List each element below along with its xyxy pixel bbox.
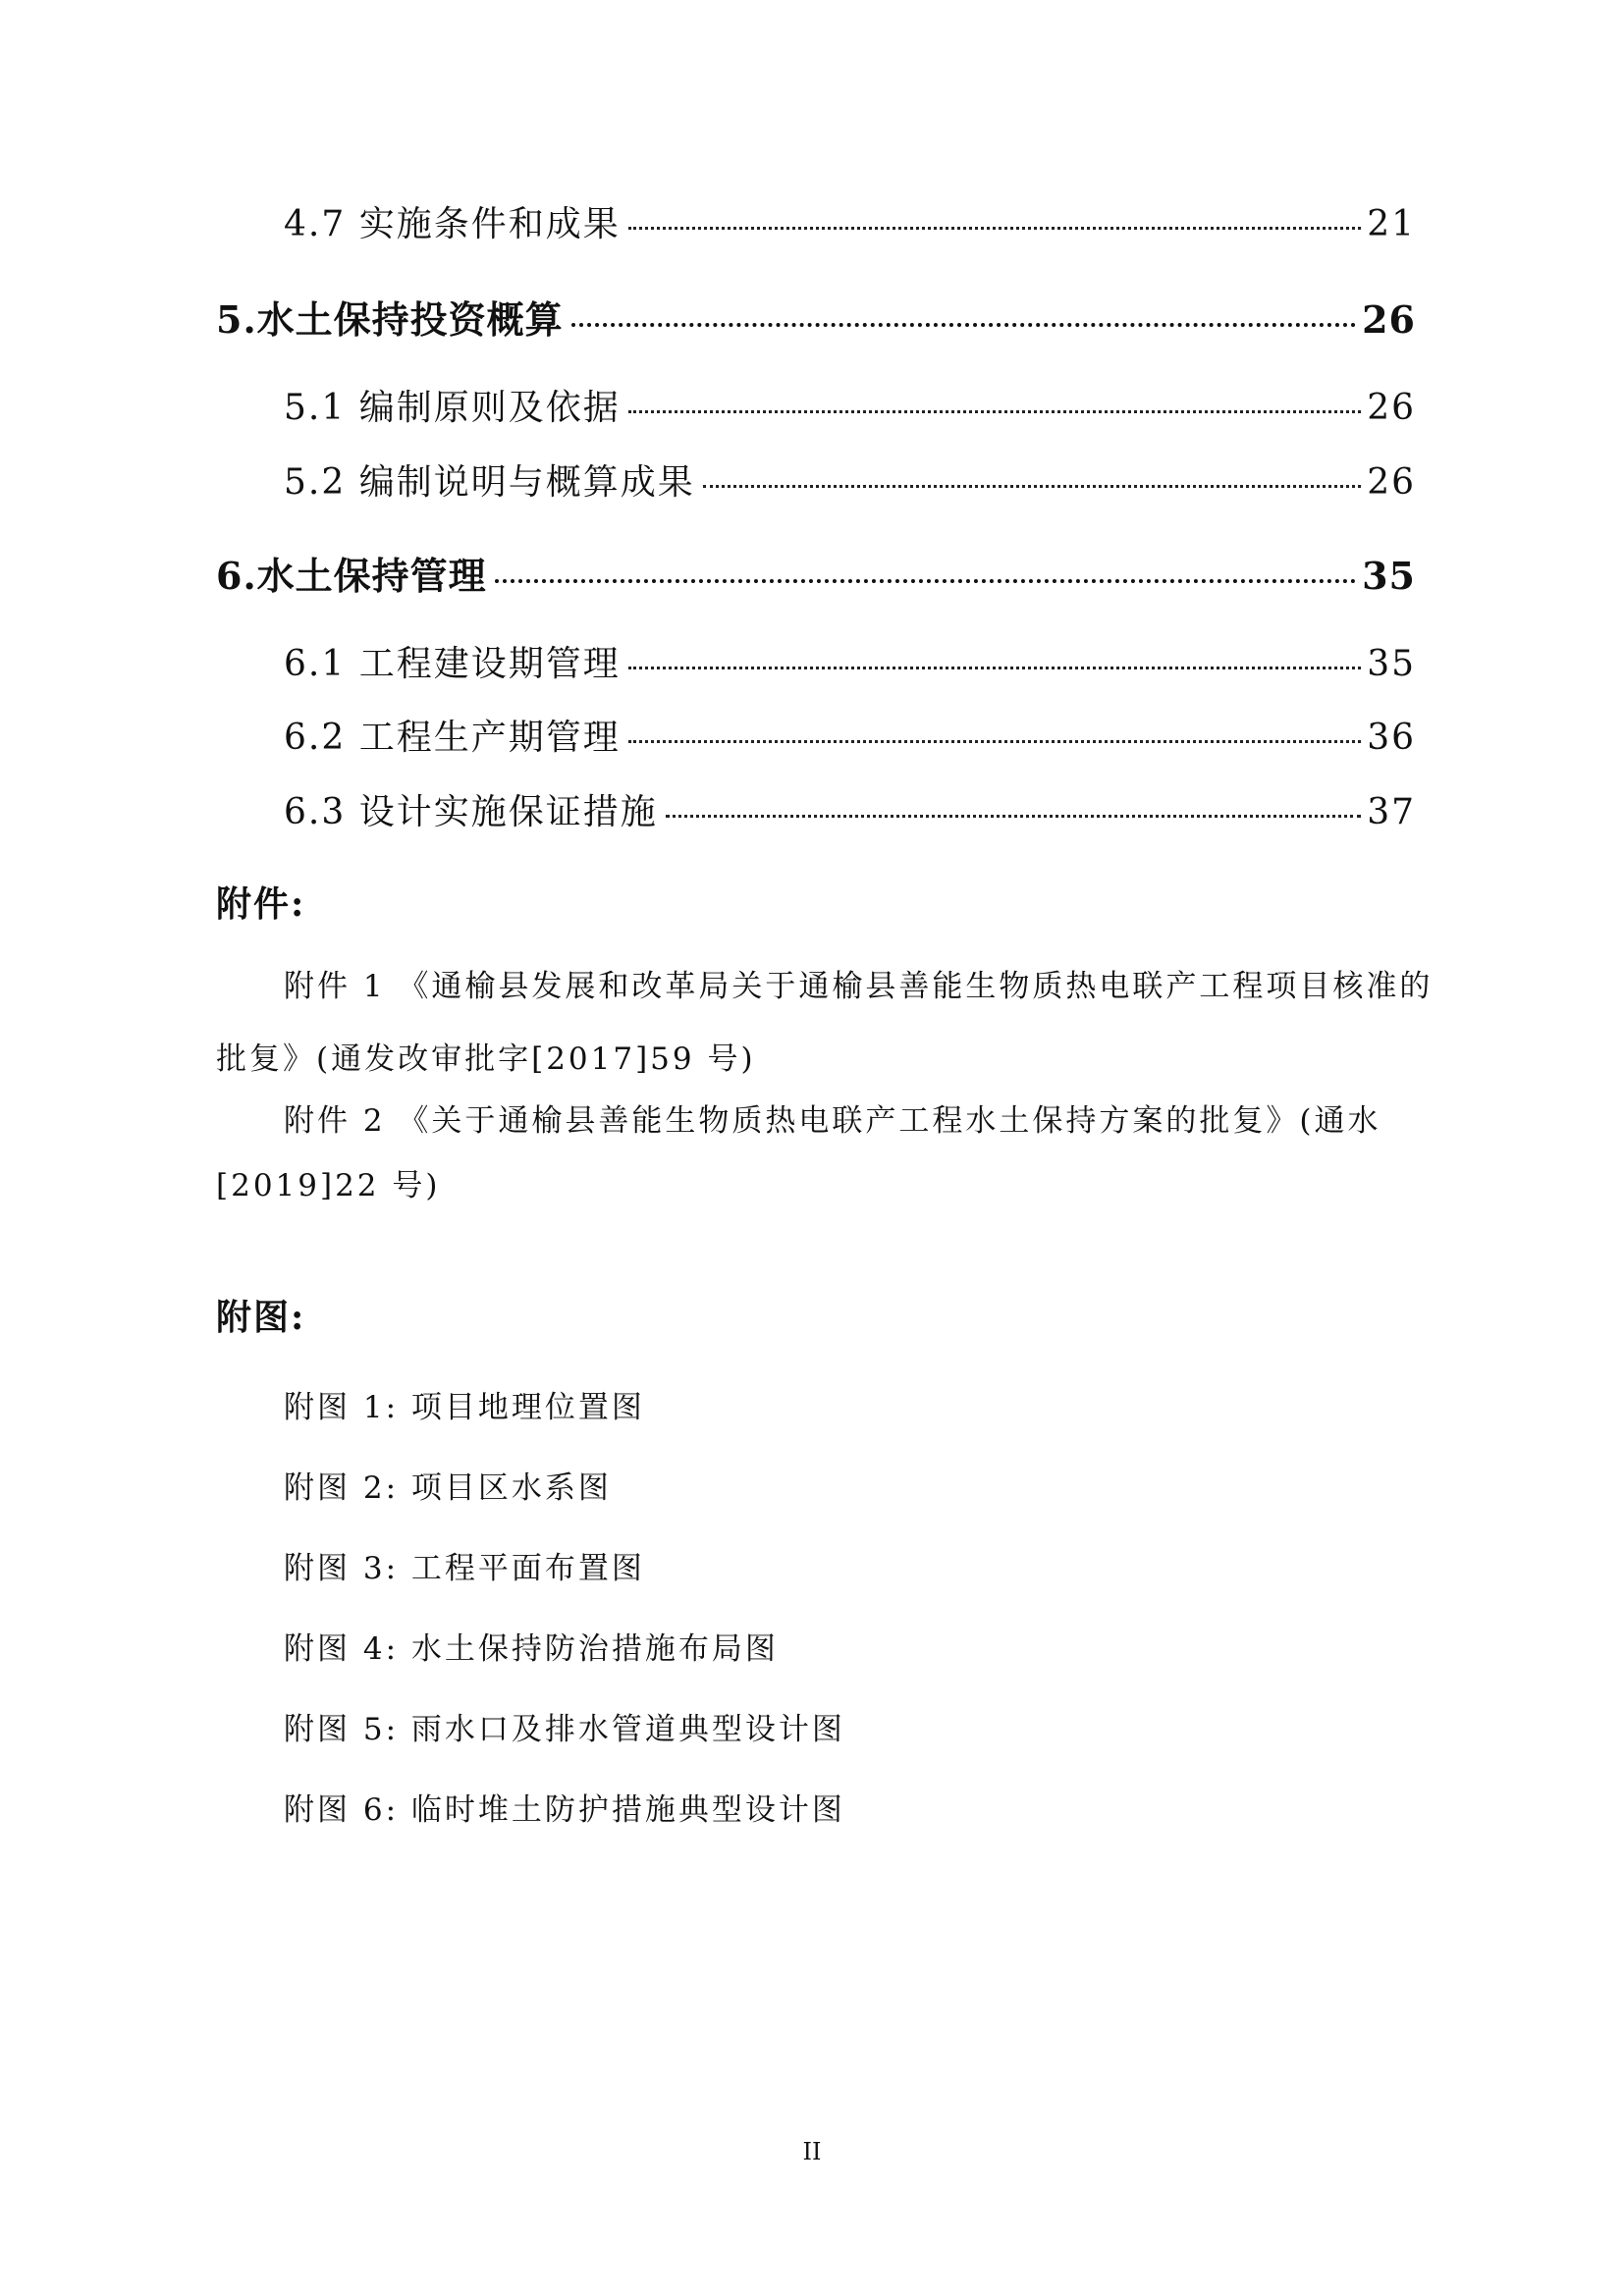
toc-entry-label: 5.1 编制原则及依据 — [284, 388, 621, 428]
toc-entry-6-3[interactable] — [284, 784, 1416, 834]
toc-leader-dots — [628, 667, 1361, 669]
figure-item: 附图 2: 项目区水系图 — [284, 1470, 612, 1506]
toc-page-number: 26 — [1362, 297, 1416, 342]
toc-entry-label: 5.2 编制说明与概算成果 — [284, 462, 695, 503]
figure-item: 附图 1: 项目地理位置图 — [284, 1390, 645, 1425]
toc-page-number: 35 — [1367, 644, 1416, 684]
toc-page-number: 35 — [1362, 554, 1416, 598]
toc-leader-dots — [666, 815, 1361, 818]
figures-heading: 附图: — [216, 1297, 306, 1338]
toc-entry-6-1[interactable] — [284, 636, 1416, 686]
toc-leader-dots — [628, 740, 1361, 743]
toc-entry-label: 6.3 设计实施保证措施 — [284, 792, 658, 832]
toc-page-number: 26 — [1367, 388, 1416, 428]
attachment-1-line-1: 附件 1 《通榆县发展和改革局关于通榆县善能生物质热电联产工程项目核准的 — [284, 969, 1434, 1004]
toc-leader-dots — [495, 579, 1356, 583]
toc-entry-4-7[interactable] — [284, 196, 1416, 246]
toc-leader-dots — [628, 410, 1361, 413]
attachment-1-line-2: 批复》(通发改审批字[2017]59 号) — [216, 1041, 756, 1077]
toc-chapter-6[interactable] — [216, 546, 1416, 600]
figure-item: 附图 4: 水土保持防治措施布局图 — [284, 1631, 779, 1667]
toc-entry-6-2[interactable] — [284, 710, 1416, 760]
attachment-2-line-2: [2019]22 号) — [216, 1168, 441, 1203]
toc-page-number: 21 — [1367, 204, 1416, 244]
toc-chapter-label: 5.水土保持投资概算 — [216, 297, 564, 342]
figure-item: 附图 5: 雨水口及排水管道典型设计图 — [284, 1712, 845, 1747]
toc-leader-dots — [571, 323, 1356, 327]
toc-page-number: 36 — [1367, 718, 1416, 758]
figure-item: 附图 6: 临时堆土防护措施典型设计图 — [284, 1792, 845, 1828]
toc-entry-label: 6.2 工程生产期管理 — [284, 718, 621, 758]
page-number: II — [802, 2138, 822, 2165]
toc-entry-5-1[interactable] — [284, 380, 1416, 430]
toc-chapter-5[interactable] — [216, 290, 1416, 344]
toc-leader-dots — [628, 227, 1361, 230]
toc-page-number: 37 — [1367, 792, 1416, 832]
figure-item: 附图 3: 工程平面布置图 — [284, 1551, 645, 1586]
toc-leader-dots — [703, 485, 1361, 488]
toc-entry-label: 6.1 工程建设期管理 — [284, 644, 621, 684]
toc-page-number: 26 — [1367, 462, 1416, 503]
toc-chapter-label: 6.水土保持管理 — [216, 554, 487, 598]
toc-entry-label: 4.7 实施条件和成果 — [284, 204, 621, 244]
attachments-heading: 附件: — [216, 883, 306, 925]
toc-entry-5-2[interactable] — [284, 454, 1416, 505]
attachment-2-line-1: 附件 2 《关于通榆县善能生物质热电联产工程水土保持方案的批复》(通水 — [284, 1103, 1381, 1139]
